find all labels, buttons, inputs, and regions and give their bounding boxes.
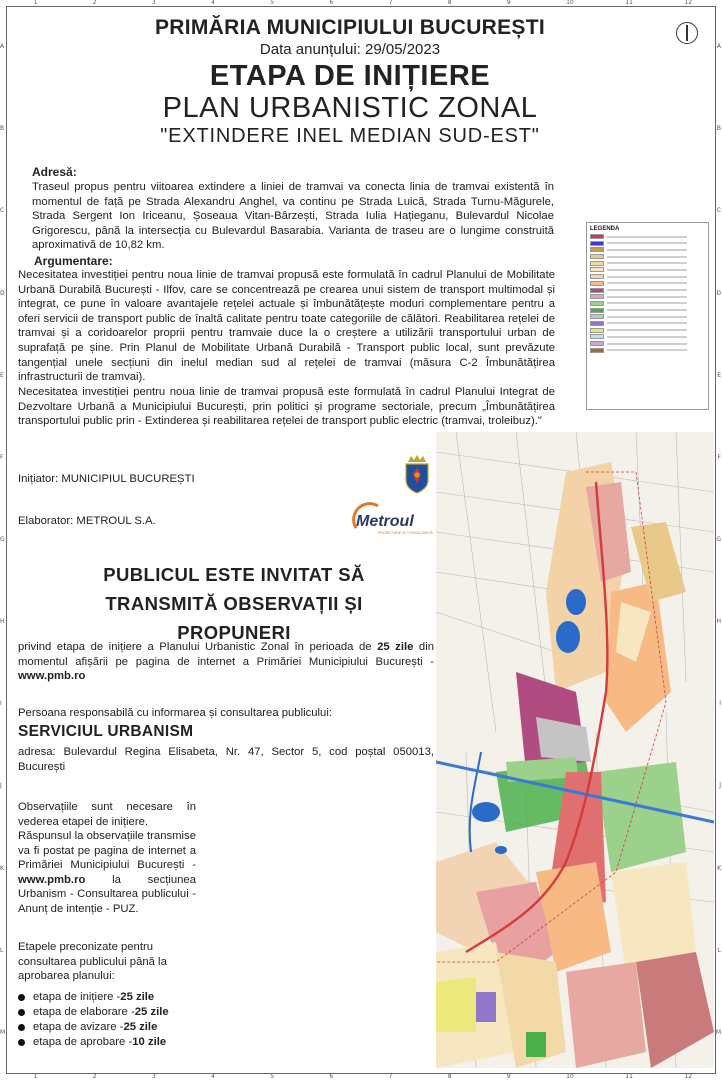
grid-row-label: A	[716, 43, 721, 51]
grid-column-label: 8	[447, 1073, 452, 1080]
legend-swatch	[590, 241, 604, 246]
pmb-link-2[interactable]: www.pmb.ro	[18, 873, 86, 886]
argument-text-2: Necesitatea investiției pentru noua linie de tramvai propusă este formulată în cadrul Planului Integrat de Dezvoltare Urbană a Municipiului București, prin politici și programe sectoriale, precum „Îmbunătățirea transportului public prin - Extinderea și reabilitarea rețelei de transport public electric (tramvai, troleibuz)."	[18, 386, 555, 428]
stage-days: 25 zile	[123, 1021, 158, 1033]
legend-text-line	[607, 343, 687, 345]
public-period-text	[18, 640, 434, 684]
legend-swatch	[590, 348, 604, 353]
legend-text-line	[607, 249, 687, 251]
plan-title: PLAN URBANISTIC ZONAL	[162, 92, 538, 124]
legend-row	[590, 288, 705, 293]
legend-text-line	[607, 322, 687, 324]
north-arrow-icon	[676, 22, 698, 44]
legend-row	[590, 234, 705, 239]
grid-row-label: B	[0, 125, 5, 133]
response-text-b: la secțiunea Urbanism - Consultarea publicului - Anunț de intenție - PUZ.	[18, 873, 196, 915]
urban-plan-map	[436, 432, 714, 1068]
grid-row-label: I	[719, 700, 721, 708]
legend-row	[590, 281, 705, 286]
grid-column-label: 9	[506, 1073, 511, 1080]
legend-text-line	[607, 262, 687, 264]
legend-row	[590, 341, 705, 346]
period-text-a: privind etapa de inițiere a Planului Urbanistic Zonal în perioada de	[18, 641, 378, 653]
legend-text-line	[607, 242, 687, 244]
address-text: Traseul propus pentru viitoarea extindere a liniei de tramvai va conecta linia de tramvai existentă în momentul de față pe Strada Alexandru Anghel, va continu pe Strada Luică, Strada Turnu-Măgurele, Strada Sergent Ion Iriceanu, Șoseaua Vitan-Bârzești, Strada Iulia Hațieganu, Bulevardul Nicolae Grigorescu, până la intersecția cu Bulevardul Basarabia. Varianta de traseu are o lungime construită aproximativă de 10,82 km.	[32, 181, 554, 252]
address-heading: Adresă:	[32, 165, 77, 179]
grid-row-label: A	[0, 43, 5, 51]
legend-rows	[590, 234, 705, 353]
legend-swatch	[590, 301, 604, 306]
legend-text-line	[607, 276, 687, 278]
grid-row-label: I	[0, 700, 2, 708]
grid-row-label: J	[0, 782, 2, 790]
legend-swatch	[590, 281, 604, 286]
grid-column-label: 11	[625, 1073, 633, 1080]
grid-column-label: 10	[566, 0, 574, 6]
stage-item	[18, 1020, 169, 1035]
legend-swatch	[590, 314, 604, 319]
stages-list	[18, 990, 169, 1050]
grid-column-label: 11	[625, 0, 633, 6]
legend-text-line	[607, 289, 687, 291]
legend-row	[590, 294, 705, 299]
legend-swatch	[590, 254, 604, 259]
stage-item	[18, 1035, 169, 1050]
grid-row-label: D	[0, 289, 5, 297]
legend-swatch	[590, 274, 604, 279]
grid-row-label: E	[0, 371, 4, 379]
legend-title: LEGENDA	[590, 226, 620, 232]
grid-row-label: K	[0, 864, 4, 872]
legend-text-line	[607, 349, 687, 351]
legend-swatch	[590, 234, 604, 239]
grid-row-label: C	[0, 207, 5, 215]
grid-row-label: E	[717, 371, 721, 379]
public-title-line-2: TRANSMITĂ OBSERVAȚII ȘI PROPUNERI	[105, 593, 363, 643]
stage-days: 10 zile	[132, 1036, 167, 1048]
grid-row-label: F	[0, 453, 4, 461]
grid-column-label: 6	[329, 0, 334, 6]
legend-swatch	[590, 294, 604, 299]
legend-text-line	[607, 309, 687, 311]
elaborator	[18, 515, 156, 527]
grid-row-label: D	[716, 289, 721, 297]
stage-label: etapa de aprobare -	[33, 1036, 133, 1048]
stage-label: etapa de inițiere -	[33, 991, 121, 1003]
legend-row	[590, 261, 705, 266]
legend-text-line	[607, 236, 687, 238]
legend-swatch	[590, 321, 604, 326]
legend-row	[590, 267, 705, 272]
legend-text-line	[607, 296, 687, 298]
grid-column-label: 9	[506, 0, 511, 6]
grid-column-label: 1	[33, 1073, 38, 1080]
legend-row	[590, 314, 705, 319]
svg-text:Metroul: Metroul	[356, 513, 414, 530]
legend-row	[590, 274, 705, 279]
legend-swatch	[590, 247, 604, 252]
grid-column-label: 12	[684, 0, 693, 6]
header	[20, 16, 680, 148]
grid-row-label: C	[716, 207, 721, 215]
legend-row	[590, 247, 705, 252]
legend-text-line	[607, 329, 687, 331]
stage-days: 25 zile	[134, 1006, 169, 1018]
legend-row	[590, 328, 705, 333]
grid-column-label: 10	[566, 1073, 574, 1080]
legend-row	[590, 241, 705, 246]
legend-swatch	[590, 288, 604, 293]
responsible-name: SERVICIUL URBANISM	[18, 723, 194, 740]
bullet-icon	[18, 1009, 25, 1016]
grid-column-label: 7	[388, 0, 393, 6]
legend-swatch	[590, 328, 604, 333]
public-title-line-1: PUBLICUL ESTE INVITAT SĂ	[103, 564, 365, 585]
stage-days: 25 zile	[120, 991, 155, 1003]
grid-row-label: K	[717, 864, 721, 872]
observations-text: Observațiile sunt necesare în vederea etapei de inițiere.	[18, 801, 196, 828]
legend-swatch	[590, 334, 604, 339]
stage-label: etapa de elaborare -	[33, 1006, 135, 1018]
grid-column-label: 4	[211, 0, 215, 6]
legend-text-line	[607, 302, 687, 304]
bullet-icon	[18, 1024, 25, 1031]
legend-swatch	[590, 261, 604, 266]
bullet-icon	[18, 1039, 25, 1046]
grid-row-label: F	[717, 453, 721, 461]
responsible-intro: Persoana responsabilă cu informarea și consultarea publicului:	[18, 707, 332, 719]
grid-column-label: 1	[33, 0, 38, 6]
grid-row-label: G	[0, 536, 5, 543]
stage-label: etapa de avizare -	[33, 1021, 124, 1033]
legend-row	[590, 308, 705, 313]
initiator	[18, 473, 195, 485]
legend-text-line	[607, 256, 687, 258]
argument-text-1: Necesitatea investiției pentru noua linie de tramvai propusă este formulată în cadrul Planului de Mobilitate Urbană Durabilă București - Ilfov, care se concentrează pe crearea unui sistem de transport multimodal și integrat, ce pune în valoare avantajele rețelei actuale și îmbunătățește moduri complementare pentru a oferi servicii de transport public de înaltă calitate pentru toate categoriile de călători. Reabilitarea rețelei de tramvai și a coridoarelor proprii pentru tramvaie duce la o creștere a utilizării transportului urban de suprafață pe șine. Prin Planul de Mobilitate Urbană Durabilă - Transport public local, sunt prevăzute tangențial unele secțiuni din inelul median sud al rețelei de tramvai (măsura C-2 Îmbunătățirea infrastructurii de tramvai).	[18, 269, 555, 384]
argument-heading: Argumentare:	[34, 254, 113, 268]
legend-row	[590, 254, 705, 259]
legend-text-line	[607, 269, 687, 271]
announcement-date: Data anunțului: 29/05/2023	[259, 41, 441, 58]
bucharest-coat-of-arms-icon	[402, 454, 432, 494]
initiator-value: MUNICIPIUL BUCUREȘTI	[61, 473, 195, 485]
stage-title: ETAPA DE INIȚIERE	[209, 60, 491, 92]
grid-row-label: M	[715, 1028, 721, 1036]
responsible-address: adresa: Bulevardul Regina Elisabeta, Nr. 47, Sector 5, cod poștal 050013, București	[18, 746, 434, 773]
project-title: "EXTINDERE INEL MEDIAN SUD-EST"	[160, 125, 540, 147]
grid-row-label: B	[716, 125, 721, 133]
grid-row-label: M	[0, 1028, 6, 1036]
elaborator-label: Elaborator:	[18, 515, 74, 527]
svg-text:PROIECTARE ȘI CONSULTANȚĂ: PROIECTARE ȘI CONSULTANȚĂ	[378, 531, 433, 535]
institution-title: PRIMĂRIA MUNICIPIULUI BUCUREȘTI	[154, 16, 546, 39]
grid-column-label: 3	[151, 1073, 156, 1080]
stages-intro: Etapele preconizate pentru consultarea publicului până la aprobarea planului:	[18, 941, 167, 983]
bullet-icon	[18, 994, 25, 1001]
public-invitation-title	[64, 560, 404, 647]
elaborator-value: METROUL S.A.	[76, 515, 156, 527]
legend-swatch	[590, 267, 604, 272]
legend-row	[590, 334, 705, 339]
stage-item	[18, 990, 169, 1005]
grid-row-label: J	[719, 782, 721, 790]
grid-column-label: 5	[270, 1073, 275, 1080]
metroul-logo-icon	[348, 500, 438, 540]
grid-column-label: 7	[388, 1073, 393, 1080]
metroul-logo	[348, 500, 438, 540]
grid-column-label: 12	[684, 1073, 693, 1080]
pmb-link[interactable]: www.pmb.ro	[18, 670, 86, 683]
period-days: 25 zile	[377, 641, 414, 653]
response-text-a: Răspunsul la observațiile transmise va fi postat pe pagina de internet a Primăriei Municipiului București -	[18, 830, 196, 872]
grid-row-label: H	[716, 618, 721, 626]
legend-row	[590, 348, 705, 353]
grid-column-label: 6	[329, 1073, 334, 1080]
legend-swatch	[590, 341, 604, 346]
legend-text-line	[607, 316, 687, 318]
period-text-b: din momentul afișării pe pagina de internet a Primăriei Municipiului București -	[18, 641, 434, 668]
grid-row-label: G	[716, 536, 721, 543]
grid-column-label: 4	[211, 1073, 215, 1080]
grid-column-label: 5	[270, 0, 275, 6]
initiator-label: Inițiator:	[18, 473, 59, 485]
grid-column-label: 2	[92, 0, 97, 6]
grid-row-label: L	[717, 946, 721, 954]
legend-text-line	[607, 282, 687, 284]
grid-row-label: L	[0, 946, 4, 954]
legend-swatch	[590, 308, 604, 313]
grid-column-label: 2	[92, 1073, 97, 1080]
response-text	[18, 829, 196, 917]
legend-text-line	[607, 336, 687, 338]
map-legend	[586, 222, 709, 410]
stage-item	[18, 1005, 169, 1020]
legend-row	[590, 301, 705, 306]
grid-row-label: H	[0, 618, 5, 626]
grid-column-label: 3	[151, 0, 156, 6]
grid-column-label: 8	[447, 0, 452, 6]
legend-row	[590, 321, 705, 326]
